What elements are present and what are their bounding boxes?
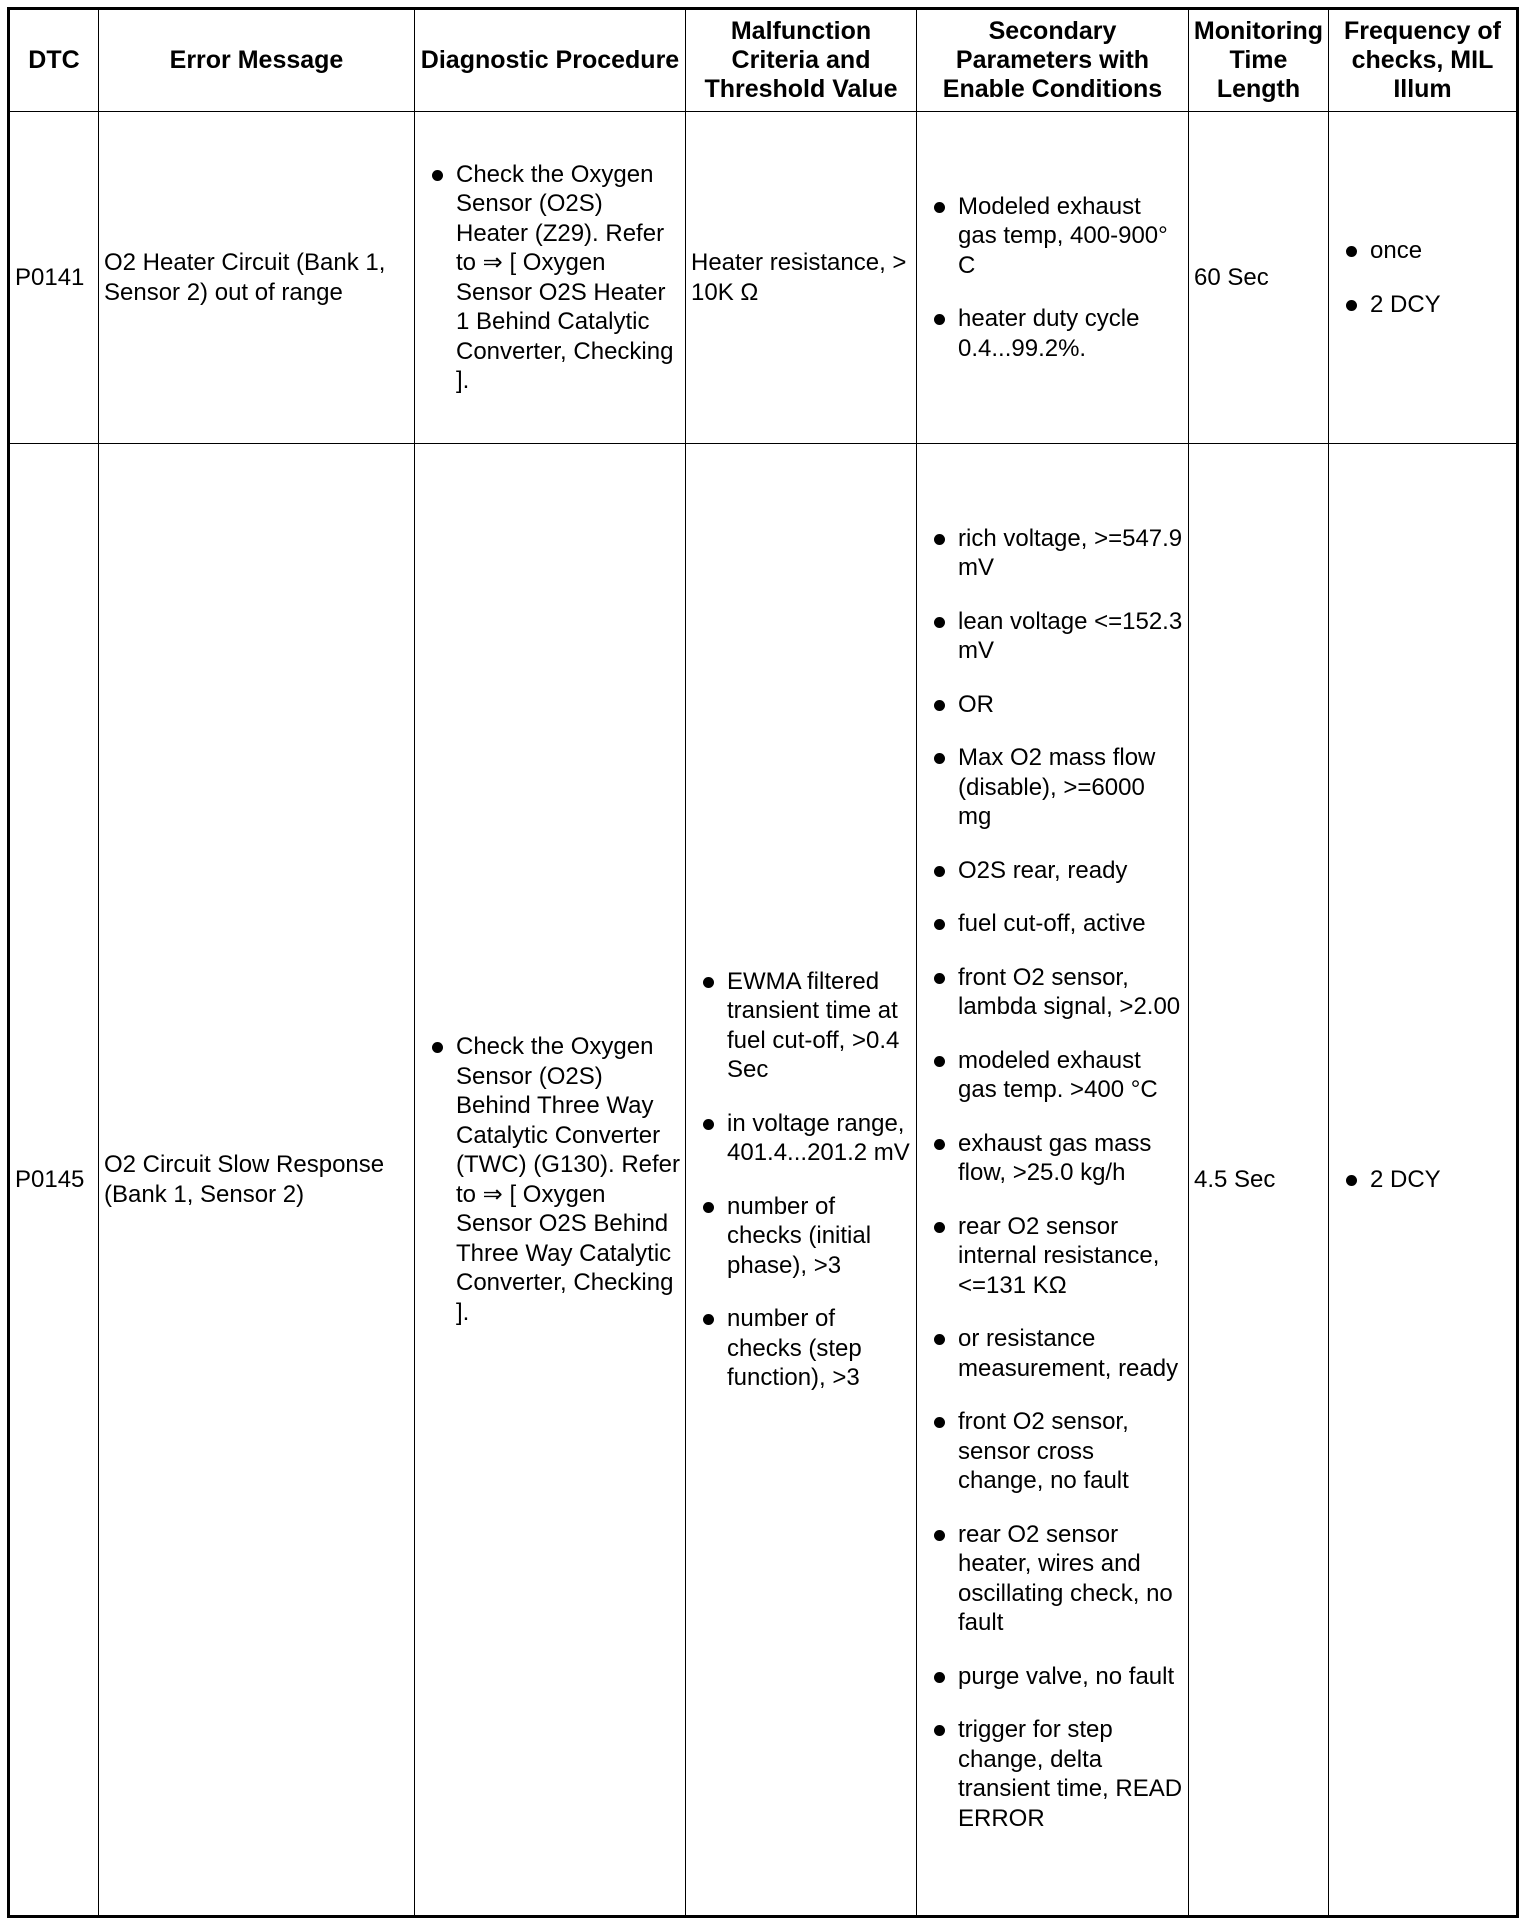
malfunction-item: in voltage range, 401.4...201.2 mV: [691, 1109, 911, 1168]
dtc-table: [7, 7, 1519, 1918]
secondary-item: rich voltage, >=547.9 mV: [922, 524, 1183, 583]
malfunction-item: number of checks (step function), >3: [691, 1304, 911, 1393]
procedure-item: Check the Oxygen Sensor (O2S) Heater (Z29). Refer to ⇒ [ Oxygen Sensor O2S Heater 1 Behind Catalytic Converter, Checking ].: [420, 160, 680, 396]
diagnostic-procedure: [415, 112, 686, 444]
frequency: [1329, 444, 1518, 1917]
header-error-message: Error Message: [99, 9, 415, 112]
secondary-item: Modeled exhaust gas temp, 400-900° C: [922, 192, 1183, 281]
table-row: [9, 444, 1518, 1917]
malfunction-item: EWMA filtered transient time at fuel cut-off, >0.4 Sec: [691, 967, 911, 1085]
secondary-item: exhaust gas mass flow, >25.0 kg/h: [922, 1129, 1183, 1188]
header-secondary-parameters: Secondary Parameters with Enable Conditions: [917, 9, 1189, 112]
monitoring-time: 4.5 Sec: [1189, 444, 1329, 1917]
malfunction-criteria: Heater resistance, > 10K Ω: [686, 112, 917, 444]
header-row: [9, 9, 1518, 112]
malfunction-item: number of checks (initial phase), >3: [691, 1192, 911, 1281]
secondary-item: Max O2 mass flow (disable), >=6000 mg: [922, 743, 1183, 832]
secondary-item: OR: [922, 690, 1183, 720]
secondary-item: rear O2 sensor heater, wires and oscillating check, no fault: [922, 1520, 1183, 1638]
dtc-code: P0145: [9, 444, 99, 1917]
secondary-item: purge valve, no fault: [922, 1662, 1183, 1692]
secondary-item: or resistance measurement, ready: [922, 1324, 1183, 1383]
secondary-item: front O2 sensor, lambda signal, >2.00: [922, 963, 1183, 1022]
secondary-item: trigger for step change, delta transient time, READ ERROR: [922, 1715, 1183, 1833]
header-malfunction-criteria: Malfunction Criteria and Threshold Value: [686, 9, 917, 112]
table-row: [9, 112, 1518, 444]
secondary-parameters: [917, 112, 1189, 444]
frequency-item: once: [1334, 236, 1511, 266]
error-message: O2 Heater Circuit (Bank 1, Sensor 2) out of range: [99, 112, 415, 444]
secondary-item: O2S rear, ready: [922, 856, 1183, 886]
secondary-parameters: [917, 444, 1189, 1917]
dtc-code: P0141: [9, 112, 99, 444]
frequency-item: 2 DCY: [1334, 1165, 1511, 1195]
secondary-item: front O2 sensor, sensor cross change, no fault: [922, 1407, 1183, 1496]
monitoring-time: 60 Sec: [1189, 112, 1329, 444]
frequency-item: 2 DCY: [1334, 290, 1511, 320]
secondary-item: lean voltage <=152.3 mV: [922, 607, 1183, 666]
procedure-item: Check the Oxygen Sensor (O2S) Behind Three Way Catalytic Converter (TWC) (G130). Refer to ⇒ [ Oxygen Sensor O2S Behind Three Way Catalytic Converter, Checking ].: [420, 1032, 680, 1327]
diagnostic-procedure: [415, 444, 686, 1917]
header-frequency: Frequency of checks, MIL Illum: [1329, 9, 1518, 112]
secondary-item: fuel cut-off, active: [922, 909, 1183, 939]
header-monitoring-time: Monitoring Time Length: [1189, 9, 1329, 112]
header-diagnostic-procedure: Diagnostic Procedure: [415, 9, 686, 112]
secondary-item: modeled exhaust gas temp. >400 °C: [922, 1046, 1183, 1105]
header-dtc: DTC: [9, 9, 99, 112]
secondary-item: heater duty cycle 0.4...99.2%.: [922, 304, 1183, 363]
malfunction-criteria: [686, 444, 917, 1917]
frequency: [1329, 112, 1518, 444]
secondary-item: rear O2 sensor internal resistance, <=131 KΩ: [922, 1212, 1183, 1301]
error-message: O2 Circuit Slow Response (Bank 1, Sensor 2): [99, 444, 415, 1917]
